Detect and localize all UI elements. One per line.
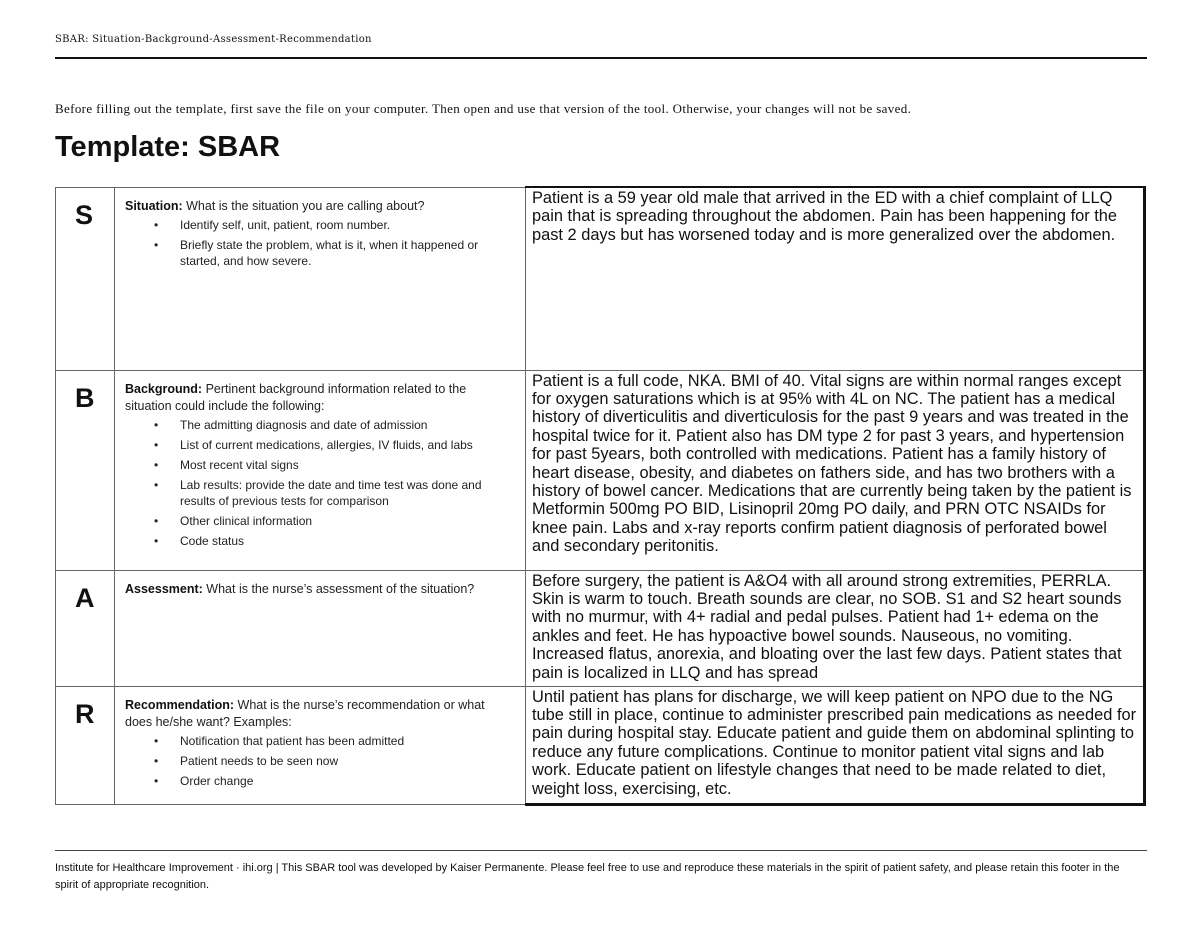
section-letter: B [75, 382, 95, 413]
section-label: Recommendation: [125, 697, 235, 712]
section-label: Assessment: [125, 581, 203, 596]
footer-divider [55, 850, 1147, 851]
list-item: • Briefly state the problem, what is it, when it happened or started, and how severe. [180, 237, 515, 269]
prompt-cell [115, 370, 526, 570]
letter-cell [56, 187, 115, 370]
section-prompt: Pertinent background information related to the situation could include the following: [125, 381, 467, 413]
section-label: Situation: [125, 198, 183, 213]
sbar-row-assessment [56, 570, 1145, 686]
guidance-list [125, 733, 515, 789]
list-item: • Lab results: provide the date and time test was done and results of previous tests for comparison [180, 477, 515, 509]
letter-cell [56, 570, 115, 686]
sbar-row-recommendation [56, 686, 1145, 804]
section-letter: S [75, 199, 94, 230]
response-cell[interactable] [526, 370, 1145, 570]
footer-text: Institute for Healthcare Improvement · ihi.org | This SBAR tool was developed by Kaiser Permanente. Please feel free to use and reproduce these materials in the spirit of patient safety, and please retain this footer in the spirit of appropriate recognition. [55, 862, 1120, 891]
header-divider [55, 57, 1147, 59]
list-item: • Patient needs to be seen now [180, 753, 515, 769]
section-letter: R [75, 698, 95, 729]
response-cell[interactable] [526, 686, 1145, 804]
situation-response[interactable]: Patient is a 59 year old male that arrived in the ED with a chief complaint of LLQ pain that is spreading throughout the abdomen. Pain has been happening for the past 2 days but has worsened today and is more generalized over the abdomen. [532, 189, 1118, 244]
sbar-row-background [56, 370, 1145, 570]
prompt-cell [115, 570, 526, 686]
prompt-cell [115, 187, 526, 370]
section-prompt: What is the nurse’s recommendation or what does he/she want? Examples: [125, 697, 485, 729]
assessment-response[interactable]: Before surgery, the patient is A&O4 with all around strong extremities, PERRLA. Skin is warm to touch. Breath sounds are clear, no SOB. S1 and S2 heart sounds with no murmur, with 4+ radial and pedal pulses. Patient had 1+ edema on the ankles and feet. He has hypoactive bowel sounds. Nauseous, no vomiting. Increased flatus, anorexia, and bloating over the last few days. Patient states that pain is localized in LLQ and has spread [532, 571, 1122, 682]
intro-instructions: Before filling out the template, first save the file on your computer. Then open and use that version of the tool. Otherwise, your changes will not be saved. [55, 101, 912, 116]
background-response[interactable]: Patient is a full code, NKA. BMI of 40. Vital signs are within normal ranges except for oxygen saturations which is at 95% with 4L on NC. The patient has a medical history of diverticulitis and diverticulosis for the past 9 years and was treated in the hospital twice for it. Patient also has DM type 2 for past 3 years, and hypertension for past 5years, both controlled with medications. Patient has a family history of heart disease, obesity, and diabetes on fathers side, and has two brothers with a history of bowel cancer. Medications that are currently being taken by the patient is Metformin 500mg PO BID, Lisinopril 20mg PO daily, and PRN OTC NSAIDs for knee pain. Labs and x-ray reports confirm patient diagnosis of perforated bowel and secondary peritonitis. [532, 371, 1132, 556]
list-item: • Most recent vital signs [180, 457, 515, 473]
list-item: • Other clinical information [180, 513, 515, 529]
response-cell[interactable] [526, 187, 1145, 370]
sbar-row-situation [56, 187, 1145, 370]
letter-cell [56, 370, 115, 570]
prompt-cell [115, 686, 526, 804]
guidance-list [125, 417, 515, 549]
list-item: • Order change [180, 773, 515, 789]
section-prompt: What is the nurse’s assessment of the situation? [202, 581, 475, 596]
response-cell[interactable] [526, 570, 1145, 686]
section-prompt: What is the situation you are calling about? [182, 198, 425, 213]
list-item: • Identify self, unit, patient, room number. [180, 217, 515, 233]
list-item: • Code status [180, 533, 515, 549]
page-title: Template: SBAR [55, 131, 281, 163]
sbar-table [55, 186, 1146, 806]
recommendation-response[interactable]: Until patient has plans for discharge, we will keep patient on NPO due to the NG tube still in place, continue to administer prescribed pain medications as needed for pain during hospital stay. Educate patient and guide them on abdominal splinting to reduce any future complications. Continue to monitor patient vital signs and lab work. Educate patient on lifestyle changes that need to be made related to diet, weight loss, exercising, etc. [532, 687, 1137, 798]
guidance-list [125, 217, 515, 269]
list-item: • List of current medications, allergies, IV fluids, and labs [180, 437, 515, 453]
letter-cell [56, 686, 115, 804]
section-label: Background: [125, 381, 203, 396]
document-header: SBAR: Situation-Background-Assessment-Recommendation [55, 34, 372, 45]
section-letter: A [75, 582, 95, 613]
list-item: • Notification that patient has been admitted [180, 733, 515, 749]
list-item: • The admitting diagnosis and date of admission [180, 417, 515, 433]
